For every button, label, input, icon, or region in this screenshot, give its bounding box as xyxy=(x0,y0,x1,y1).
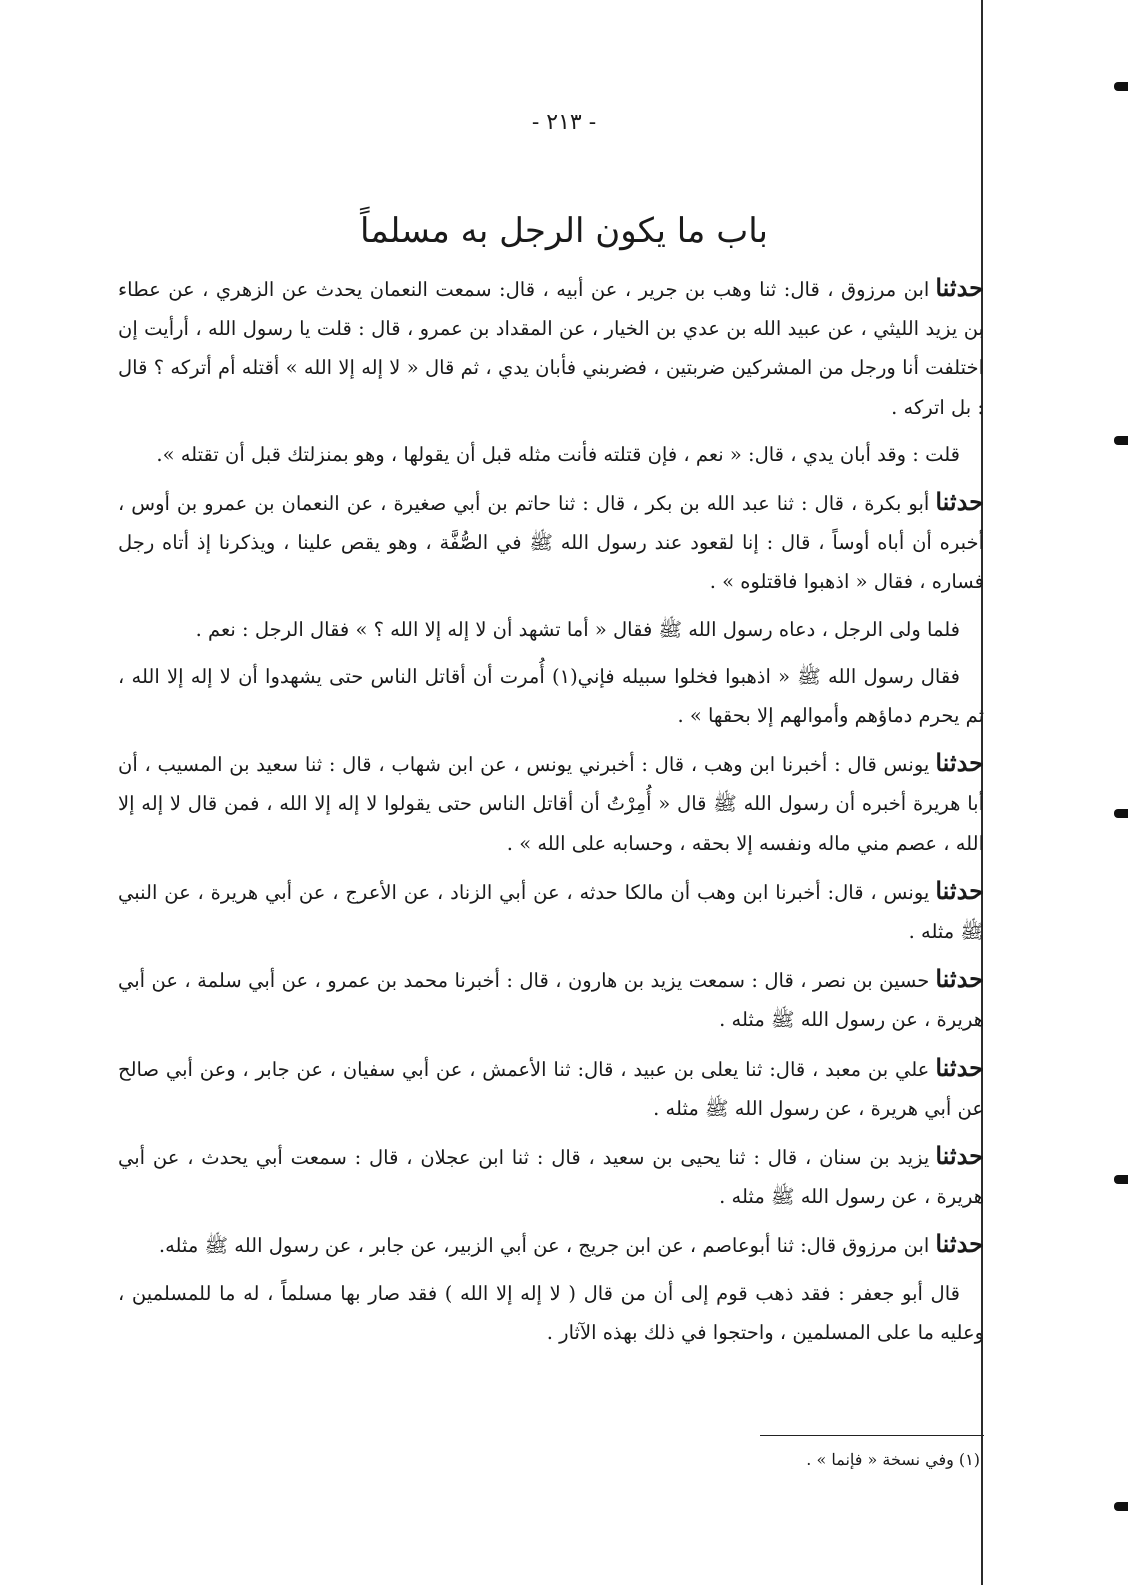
haddathana-lead-word: حدثنا xyxy=(935,964,984,994)
paragraph xyxy=(118,743,984,863)
footnote: (١) وفي نسخة « فإنما » . xyxy=(806,1450,980,1469)
paragraph-text: علي بن معبد ، قال: ثنا يعلى بن عبيد ، قال: ثنا الأعمش ، عن أبي سفيان ، عن جابر ، وعن أبي صالح عن أبي هريرة ، عن رسول الله ﷺ مثله . xyxy=(118,1057,984,1120)
footnote-divider xyxy=(760,1435,984,1436)
paragraph xyxy=(118,1048,984,1128)
paragraph xyxy=(118,959,984,1039)
haddathana-lead-word: حدثنا xyxy=(935,487,984,517)
page-edge-mark xyxy=(1114,436,1128,445)
paragraph-text: قلت : وقد أبان يدي ، قال: « نعم ، فإن قتلته فأنت مثله قبل أن يقولها ، وهو بمنزلتك قبل أن تقتله ». xyxy=(156,442,960,466)
paragraph xyxy=(118,871,984,951)
haddathana-lead-word: حدثنا xyxy=(935,1052,984,1082)
paragraph xyxy=(118,1136,984,1216)
paragraph-text: يونس ، قال: أخبرنا ابن وهب أن مالكا حدثه ، عن أبي الزناد ، عن الأعرج ، عن أبي هريرة ، عن النبي ﷺ مثله . xyxy=(118,880,984,944)
page-edge-mark xyxy=(1114,1502,1128,1511)
haddathana-lead-word: حدثنا xyxy=(935,1141,984,1171)
paragraph-text: فقال رسول الله ﷺ « اذهبوا فخلوا سبيله فإني(١) أُمرت أن أقاتل الناس حتى يشهدوا أن لا إله إلا الله ، ثم يحرم دماؤهم وأموالهم إلا بحقها » . xyxy=(118,664,984,728)
paragraph-text: يزيد بن سنان ، قال : ثنا يحيى بن سعيد ، قال : ثنا ابن عجلان ، قال : سمعت أبي يحدث ، عن أبي هريرة ، عن رسول الله ﷺ مثله . xyxy=(118,1146,984,1209)
page-number: - ٢١٣ - xyxy=(531,110,597,135)
paragraph xyxy=(118,482,984,602)
paragraph-text: ابن مرزوق ، قال: ثنا وهب بن جرير ، عن أبيه ، قال: سمعت النعمان يحدث عن الزهري ، عن عطاء بن يزيد الليثي ، عن عبيد الله بن عدي بن الخيار ، عن المقداد بن عمرو ، قال : قلت يا رسول الله ، أرأيت إن اختلفت أنا ورجل من المشركين ضربتين ، فضربني فأبان يدي ، ثم قال « لا إله إلا الله » أقتله أم أتركه ؟ قال : بل اتركه . xyxy=(118,278,984,419)
paragraph-text: حسين بن نصر ، قال : سمعت يزيد بن هارون ، قال : أخبرنا محمد بن عمرو ، عن أبي سلمة ، عن أبي هريرة ، عن رسول الله ﷺ مثله . xyxy=(118,969,984,1032)
body-text xyxy=(118,268,984,1360)
page-edge-mark xyxy=(1114,1175,1128,1184)
paragraph-text: قال أبو جعفر : فقد ذهب قوم إلى أن من قال ( لا إله إلا الله ) فقد صار بها مسلماً ، له ما للمسلمين ، وعليه ما على المسلمين ، واحتجوا في ذلك بهذه الآثار . xyxy=(118,1281,984,1344)
paragraph xyxy=(118,268,984,427)
haddathana-lead-word: حدثنا xyxy=(935,875,984,905)
chapter-title: باب ما يكون الرجل به مسلماً xyxy=(359,210,769,251)
page-edge-mark xyxy=(1114,809,1128,818)
paragraph xyxy=(118,610,984,649)
paragraph xyxy=(118,435,984,474)
paragraph-text: فلما ولى الرجل ، دعاه رسول الله ﷺ فقال « أما تشهد أن لا إله إلا الله ؟ » فقال الرجل : نعم . xyxy=(195,617,960,641)
paragraph-text: أبو بكرة ، قال : ثنا عبد الله بن بكر ، قال : ثنا حاتم بن أبي صغيرة ، عن النعمان بن عمرو بن أوس ، أخبره أن أباه أوساً ، قال : إنا لقعود عند رسول الله ﷺ في الصُّفَّة ، وهو يقص علينا ، ويذكرنا إذ أتاه رجل فساره ، فقال « اذهبوا فاقتلوه » . xyxy=(118,492,984,594)
paragraph xyxy=(118,1224,984,1265)
paragraph xyxy=(118,657,984,735)
paragraph-text: يونس قال : أخبرنا ابن وهب ، قال : أخبرني يونس ، عن ابن شهاب ، قال : ثنا سعيد بن المسيب ، أن أبا هريرة أخبره أن رسول الله ﷺ قال « أُمِرْتُ أن أقاتل الناس حتى يقولوا لا إله إلا الله ، فمن قال لا إله إلا الله ، عصم مني ماله ونفسه إلا بحقه ، وحسابه على الله » . xyxy=(118,753,984,855)
haddathana-lead-word: حدثنا xyxy=(935,748,984,778)
haddathana-lead-word: حدثنا xyxy=(935,1229,984,1259)
haddathana-lead-word: حدثنا xyxy=(935,273,984,302)
paragraph xyxy=(118,1274,984,1352)
paragraph-text: ابن مرزوق قال: ثنا أبوعاصم ، عن ابن جريج ، عن أبي الزبير، عن جابر ، عن رسول الله ﷺ مثله. xyxy=(158,1234,930,1258)
page-edge-mark xyxy=(1114,82,1128,91)
